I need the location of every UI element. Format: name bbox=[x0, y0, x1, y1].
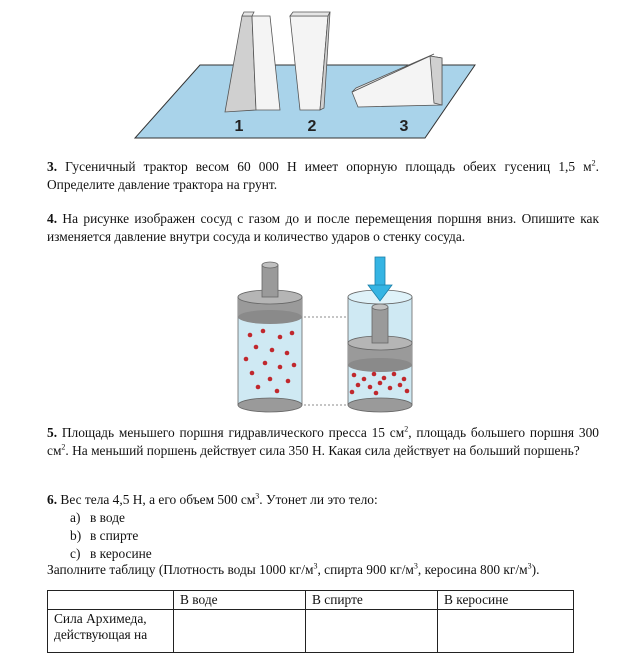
task-5-number: 5. bbox=[47, 425, 58, 440]
table-header-empty bbox=[48, 591, 174, 610]
table-header-alcohol: В спирте bbox=[306, 591, 438, 610]
task-3-number: 3. bbox=[47, 159, 58, 174]
table-header-row bbox=[48, 591, 574, 610]
table-cell-water[interactable] bbox=[174, 610, 306, 653]
task-5-sup-1: 2 bbox=[404, 424, 409, 434]
task-5-text-2: , площадь большего поршня 300 см bbox=[47, 425, 599, 458]
table-cell-alcohol[interactable] bbox=[306, 610, 438, 653]
option-a-text: в воде bbox=[90, 510, 125, 525]
fill-table-instruction bbox=[47, 561, 599, 579]
fill-sup-3: 3 bbox=[527, 561, 532, 571]
task-6-number: 6. bbox=[47, 492, 58, 507]
task-6-sup: 3 bbox=[255, 491, 260, 501]
option-a-label: a) bbox=[70, 510, 81, 525]
answer-table bbox=[47, 590, 574, 653]
fill-text-b: , спирта 900 кг/м bbox=[317, 562, 414, 577]
task-5-sup-2: 2 bbox=[61, 442, 66, 452]
fill-text-c: , керосина 800 кг/м bbox=[417, 562, 528, 577]
option-b-text: в спирте bbox=[90, 528, 139, 543]
task-3-text-a: Гусеничный трактор весом 60 000 Н имеет опорную площадь обеих гусениц 1,5 м bbox=[65, 159, 592, 174]
task-3-text-b: . Определите давление трактора на грунт. bbox=[47, 159, 599, 192]
brick-label-3: 3 bbox=[399, 118, 409, 135]
vessels-figure bbox=[230, 255, 420, 415]
table-row bbox=[48, 610, 574, 653]
option-a bbox=[70, 509, 125, 527]
task-3-sup: 2 bbox=[591, 158, 596, 168]
task-4 bbox=[47, 210, 599, 246]
fill-sup-2: 3 bbox=[413, 561, 418, 571]
task-6-text-1: Вес тела 4,5 Н, а его объем 500 см bbox=[60, 492, 256, 507]
brick-label-2: 2 bbox=[307, 118, 317, 135]
fill-text-a: Заполните таблицу (Плотность воды 1000 кг/м bbox=[47, 562, 314, 577]
fill-text-d: ). bbox=[531, 562, 540, 577]
vessel-before bbox=[238, 262, 302, 412]
task-5-text-3: . На меньший поршень действует сила 350 Н. Какая сила действует на больший поршень? bbox=[65, 443, 580, 458]
option-b-label: b) bbox=[70, 528, 82, 543]
task-3 bbox=[47, 158, 599, 194]
option-b bbox=[70, 527, 138, 545]
fill-sup-1: 3 bbox=[313, 561, 318, 571]
task-4-text: На рисунке изображен сосуд с газом до и после перемещения поршня вниз. Опишите как изменяется давление внутри сосуда и количество ударов о стенку сосуда. bbox=[47, 211, 599, 244]
table-row-label: Сила Архимеда, действующая на bbox=[48, 610, 174, 653]
task-5-text-1: Площадь меньшего поршня гидравлического пресса 15 см bbox=[61, 425, 405, 440]
table-header-kerosene: В керосине bbox=[438, 591, 574, 610]
table-cell-kerosene[interactable] bbox=[438, 610, 574, 653]
brick-label-1: 1 bbox=[234, 118, 244, 135]
bricks-figure bbox=[130, 10, 480, 140]
task-5 bbox=[47, 424, 599, 460]
table-header-water: В воде bbox=[174, 591, 306, 610]
brick-1 bbox=[225, 12, 280, 112]
task-4-number: 4. bbox=[47, 211, 58, 226]
option-c-label: c) bbox=[70, 546, 81, 561]
task-6 bbox=[47, 491, 599, 509]
task-6-text-2: . Утонет ли это тело: bbox=[259, 492, 378, 507]
option-c-text: в керосине bbox=[90, 546, 152, 561]
vessel-after bbox=[348, 257, 412, 412]
